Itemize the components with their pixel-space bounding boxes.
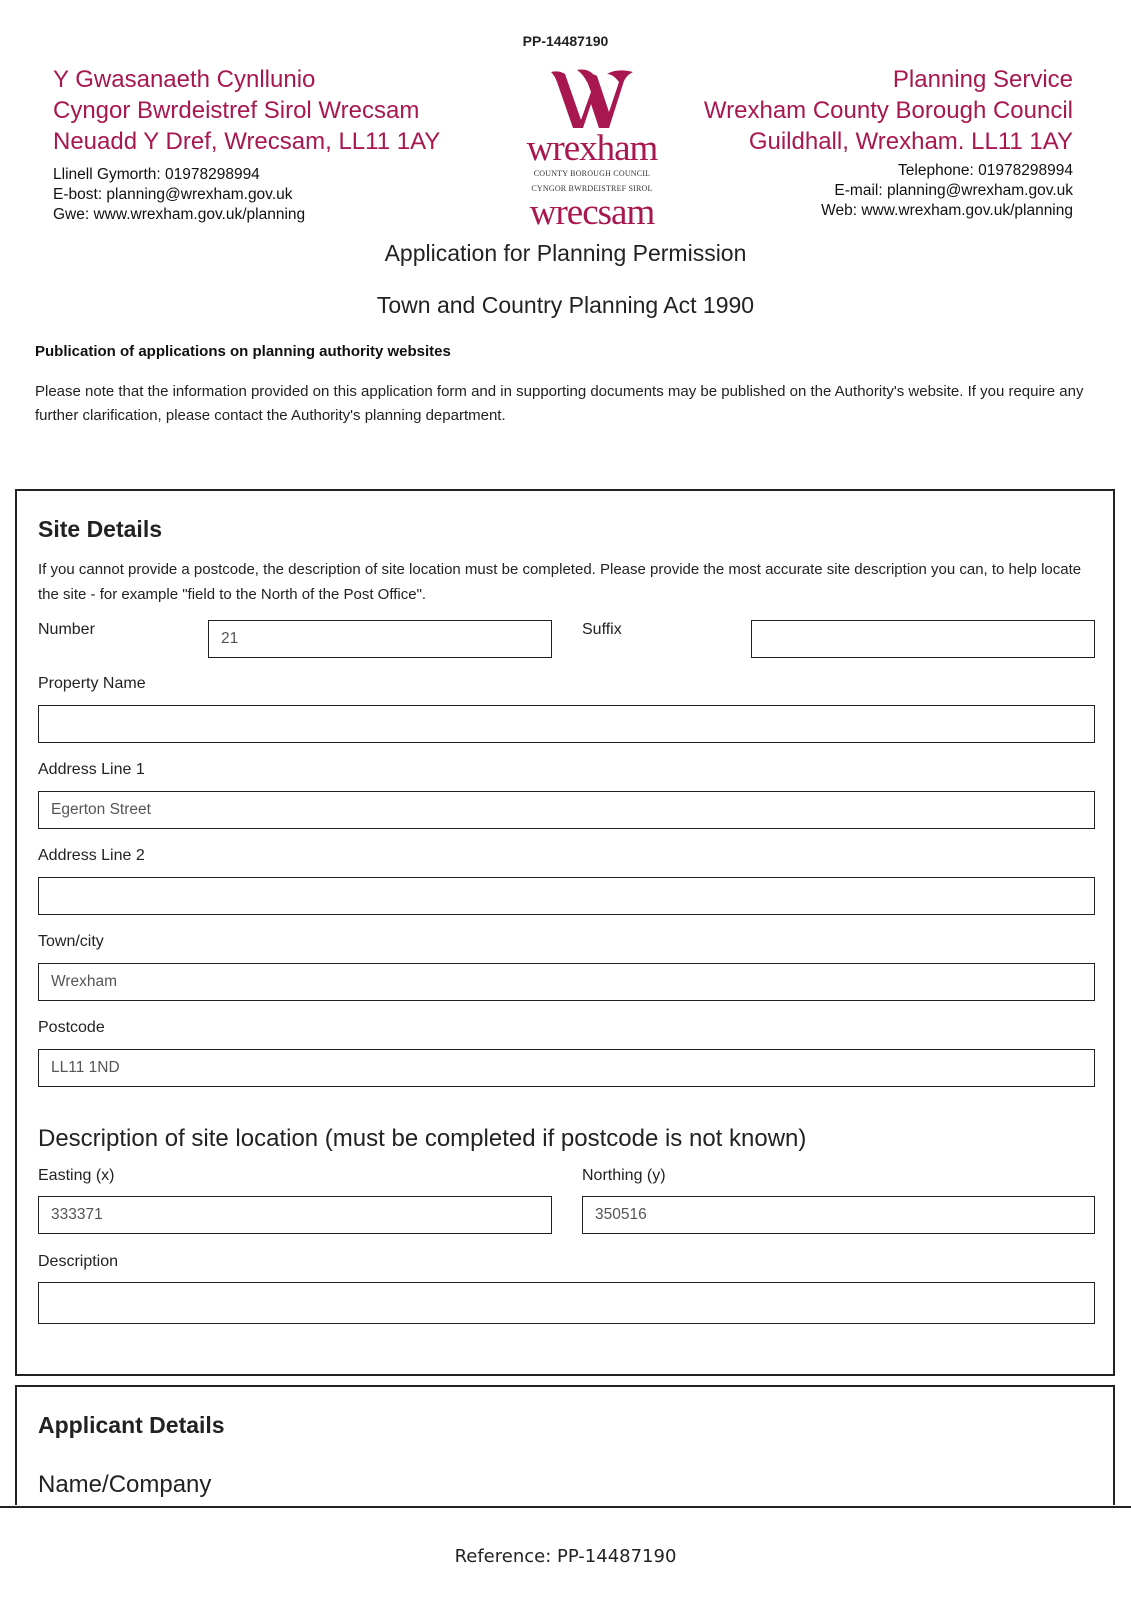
postcode-label: Postcode [38,1019,105,1036]
site-location-heading: Description of site location (must be completed if postcode is not known) [38,1125,807,1152]
logo-wordmark-cy: wrecsam [529,192,655,233]
name-company-heading: Name/Company [38,1471,212,1498]
description-field[interactable] [38,1282,1095,1324]
english-email: E-mail: planning@wrexham.gov.uk [834,182,1073,199]
footer-reference: Reference: PP-14487190 [454,1546,677,1567]
english-council-name: Wrexham County Borough Council [703,97,1073,124]
english-phone: Telephone: 01978298994 [898,162,1073,179]
town-city-field[interactable]: Wrexham [38,963,1095,1001]
address-line-2-field[interactable] [38,877,1095,915]
publication-heading: Publication of applications on planning authority websites [35,343,451,360]
welsh-council-name: Cyngor Bwrdeistref Sirol Wrecsam [53,97,420,124]
address-line-1-label: Address Line 1 [38,761,145,778]
suffix-label: Suffix [582,621,622,638]
form-title: Application for Planning Permission [384,240,747,266]
w-emblem-icon [547,68,637,132]
address-line-1-field[interactable]: Egerton Street [38,791,1095,829]
description-label: Description [38,1253,119,1270]
english-address: Guildhall, Wrexham. LL11 1AY [748,128,1073,155]
site-details-section [15,489,1115,1376]
publication-notice: Please note that the information provided on this application form and in supporting documents may be published on the Authority's website. If you require any further clarification, please contact the Authority's planning department. [35,383,1084,424]
easting-label: Easting (x) [38,1167,115,1184]
logo-wordmark-en: wrexham [526,128,658,169]
property-name-label: Property Name [38,675,146,692]
number-field[interactable]: 21 [208,620,552,658]
easting-field[interactable]: 333371 [38,1196,552,1234]
logo-subtitle-en: COUNTY BOROUGH COUNCIL [533,169,651,178]
site-details-intro: If you cannot provide a postcode, the description of site location must be completed. Please provide the most accurate site description you can, to help locate the site - for example "field to the North of the Post Office". [38,561,1082,603]
english-service-name: Planning Service [892,66,1073,93]
welsh-header [53,64,440,225]
northing-label: Northing (y) [582,1167,666,1184]
address-line-2-label: Address Line 2 [38,847,145,864]
suffix-field[interactable] [751,620,1095,658]
applicant-details-section [15,1385,1115,1505]
document-reference: PP-14487190 [522,33,609,49]
welsh-web: Gwe: www.wrexham.gov.uk/planning [53,206,306,223]
welsh-address: Neuadd Y Dref, Wrecsam, LL11 1AY [53,128,441,155]
english-web: Web: www.wrexham.gov.uk/planning [821,202,1073,219]
site-details-title: Site Details [38,516,162,542]
welsh-email: E-bost: planning@wrexham.gov.uk [53,186,293,203]
property-name-field[interactable] [38,705,1095,743]
town-city-label: Town/city [38,933,104,950]
footer-divider [0,1506,1131,1508]
form-act: Town and Country Planning Act 1990 [376,292,755,318]
welsh-phone: Llinell Gymorth: 01978298994 [53,166,260,183]
logo-subtitle-cy: CYNGOR BWRDEISTREF SIROL [531,184,653,193]
council-logo [522,68,662,233]
northing-field[interactable]: 350516 [582,1196,1095,1234]
postcode-field[interactable]: LL11 1ND [38,1049,1095,1087]
applicant-details-title: Applicant Details [38,1412,225,1438]
welsh-service-name: Y Gwasanaeth Cynllunio [53,66,316,93]
number-label: Number [38,621,95,638]
english-header [704,64,1073,221]
